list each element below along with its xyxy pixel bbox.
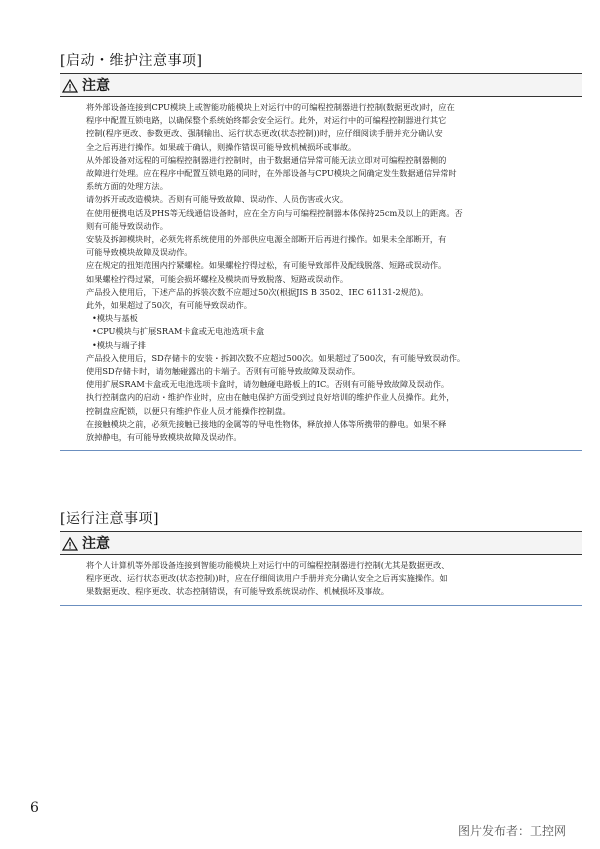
page-number: 6	[30, 800, 39, 816]
text-line: 将个人计算机等外部设备连接到智能功能模块上对运行中的可编程控制器进行控制(尤其是数据更改、	[86, 560, 450, 570]
startup-caution-header	[60, 73, 582, 97]
text-line: 请勿拆开或改造模块。否则有可能导致故障、误动作、人员伤害或火灾。	[86, 194, 349, 205]
text-line: 可能导致模块故障及误动作。	[86, 247, 193, 258]
text-line: 应在规定的扭矩范围内拧紧螺栓。如果螺栓拧得过松，有可能导致部件及配线脱落、短路或误动作。	[86, 260, 447, 271]
text-line: 产品投入使用后，SD存储卡的安装・拆卸次数不应超过500次。如果超过了500次，有可能导致误动作。	[86, 352, 466, 363]
text-line: •模块与基板	[92, 313, 138, 324]
text-line: 安装及拆卸模块时，必须先将系统使用的外部供应电源全部断开后再进行操作。如果未全部断开，有	[86, 234, 447, 245]
text-line: 使用SD存储卡时，请勿触碰露出的卡端子。否则有可能导致故障及误动作。	[86, 366, 361, 377]
text-line: 产品投入使用后，下述产品的拆装次数不应超过50次(根据JIS B 3502、IEC 61131-2规范)。	[86, 286, 429, 297]
warning-triangle-icon	[62, 78, 78, 92]
text-line: 执行控制盘内的启动・维护作业时，应由在触电保护方面受到过良好培训的维护作业人员操作。此外，	[86, 392, 455, 403]
text-line: 在接触模块之前，必须先接触已接地的金属等的导电性物体，释放掉人体等所携带的静电。如果不释	[86, 418, 447, 429]
startup-caution-box	[60, 73, 582, 451]
text-line: 程序更改、运行状态更改(状态控制))时，应在仔细阅读用户手册并充分确认安全之后再实施操作。如	[86, 573, 448, 584]
text-line: •CPU模块与扩展SRAM卡盒或无电池选项卡盒	[92, 326, 265, 337]
text-line: 放掉静电，有可能导致模块故障及误动作。	[86, 432, 242, 443]
text-line: 则有可能导致误动作。	[86, 220, 168, 231]
text-line: 故障进行处理。应在程序中配置互锁电路的同时，在外部设备与CPU模块之间确定发生数据通信异常时	[86, 168, 457, 179]
text-line: •模块与端子排	[92, 339, 146, 350]
caution-label: 注意	[82, 536, 110, 552]
caution-label: 注意	[82, 78, 110, 94]
text-line: 果数据更改、程序更改、状态控制错误，有可能导致系统误动作、机械损坏及事故。	[86, 586, 389, 597]
text-line: 将外部设备连接到CPU模块上或智能功能模块上对运行中的可编程控制器进行控制(数据更改)时，应在	[86, 102, 455, 112]
text-line: 在使用便携电话及PHS等无线通信设备时，应在全方向与可编程控制器本体保持25cm及以上的距离。否	[86, 207, 463, 218]
startup-section-title: [启动・维护注意事项]	[60, 53, 203, 69]
operation-caution-box	[60, 531, 582, 606]
text-line: 如果螺栓拧得过紧，可能会损坏螺栓及模块而导致脱落、短路或误动作。	[86, 273, 349, 284]
text-line: 控制(程序更改、参数更改、强制输出、运行状态更改(状态控制))时，应仔细阅读手册并充分确认安	[86, 128, 443, 139]
operation-caution-body	[60, 555, 582, 606]
text-line: 程序中配置互锁电路，以确保整个系统始终都会安全运行。此外，对运行中的可编程控制器进行其它	[86, 115, 447, 126]
startup-caution-body	[60, 97, 582, 451]
text-line: 控制盘应配锁，以便只有维护作业人员才能操作控制盘。	[86, 405, 291, 416]
warning-triangle-icon	[62, 536, 78, 550]
operation-caution-header	[60, 531, 582, 555]
text-line: 全之后再进行操作。如果疏于确认，则操作错误可能导致机械损坏或事故。	[86, 141, 357, 152]
text-line: 系统方面的处理方法。	[86, 181, 168, 192]
text-line: 从外部设备对远程的可编程控制器进行控制时，由于数据通信异常可能无法立即对可编程控制器侧的	[86, 154, 447, 165]
text-line: 此外，如果超过了50次，有可能导致误动作。	[86, 300, 252, 311]
text-line: 使用扩展SRAM卡盒或无电池选项卡盒时，请勿触碰电路板上的IC。否则有可能导致故障及误动作。	[86, 379, 450, 390]
operation-section-title: [运行注意事项]	[60, 511, 159, 527]
watermark: 图片发布者：工控网	[458, 824, 567, 838]
